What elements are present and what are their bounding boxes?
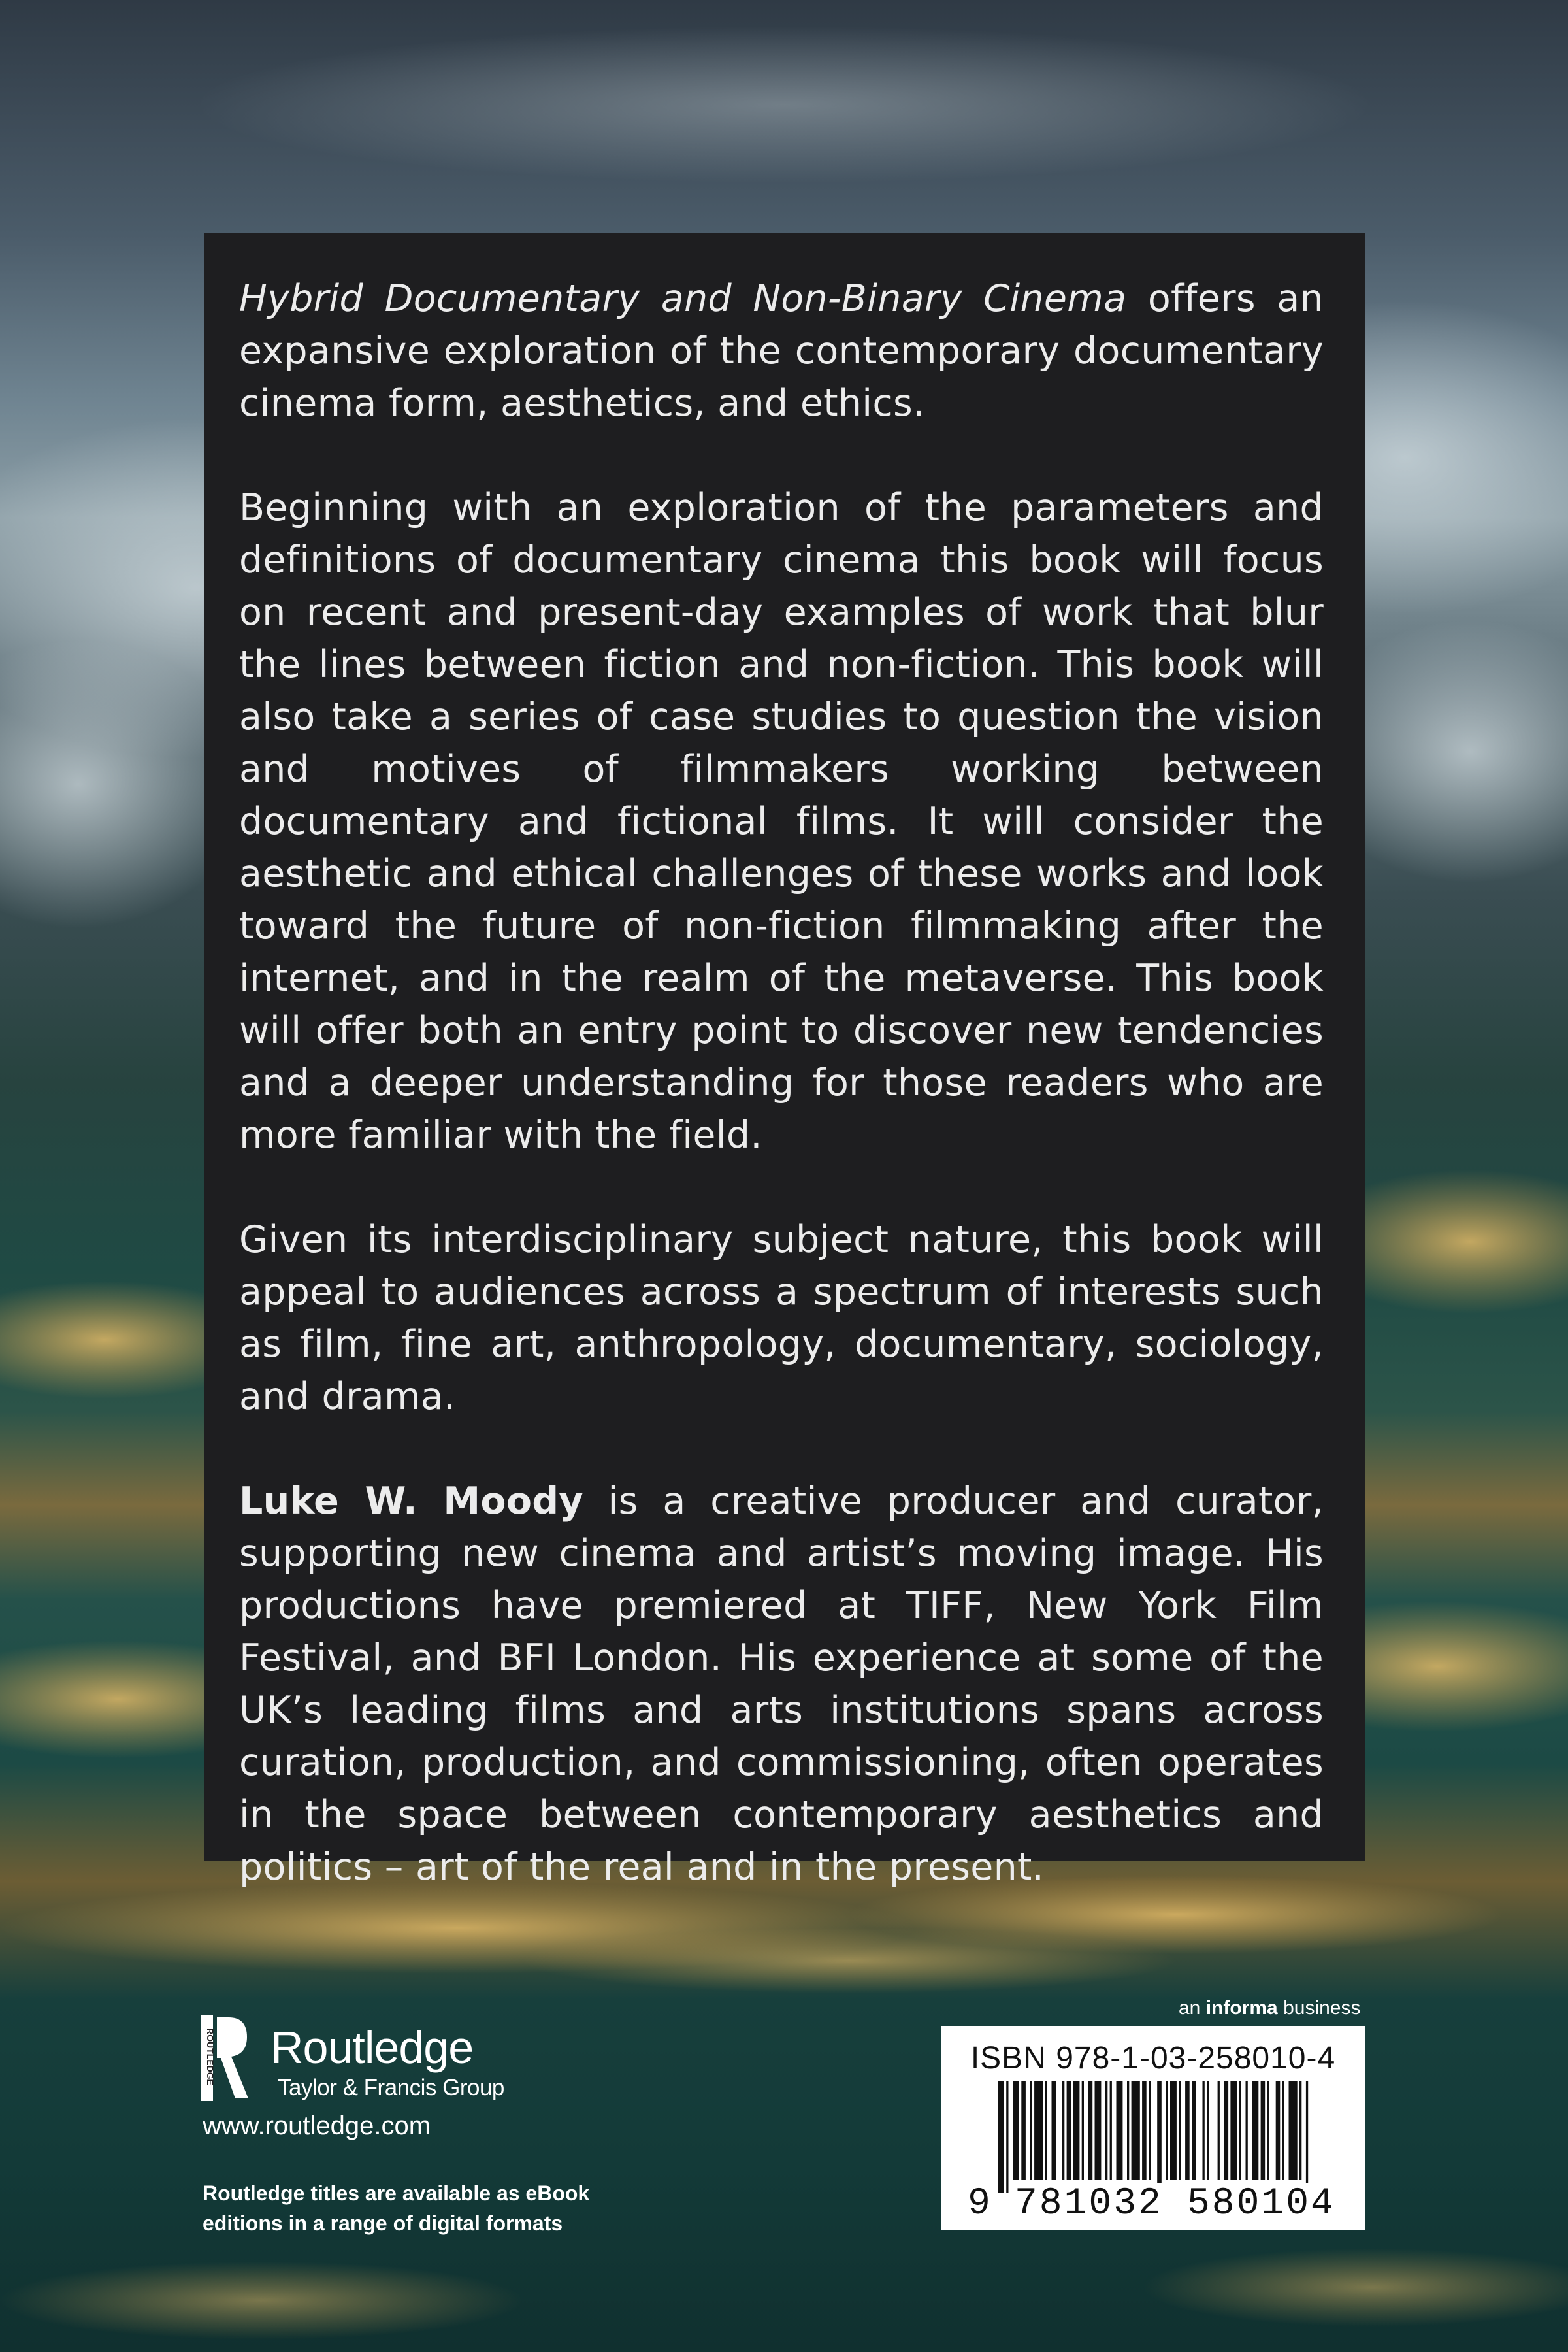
barcode-bars	[998, 2081, 1337, 2193]
barcode-bar	[1127, 2081, 1129, 2180]
barcode-left-digits: 781032	[1015, 2183, 1163, 2225]
informa-suffix: business	[1277, 1997, 1361, 2019]
barcode-bar	[1013, 2081, 1019, 2180]
informa-prefix: an	[1179, 1997, 1206, 2019]
book-title-italic: Hybrid Documentary and Non-Binary Cinema	[239, 277, 1127, 320]
routledge-logo	[201, 2015, 606, 2106]
publisher-url[interactable]: www.routledge.com	[203, 2112, 431, 2140]
barcode-bar	[1192, 2081, 1196, 2180]
barcode-bar	[1230, 2081, 1237, 2180]
routledge-r-icon	[201, 2015, 248, 2101]
author-bio-text: is a creative producer and curator, supporting new cinema and artist’s moving image. His productions have premiered at TIFF, New York Film Festival, and BFI London. His experience at some of the UK’s leading films and arts institutions spans across curation, production, and commissioning, often operates in the space between contemporary aesthetics and politics – art of the real and in the present.	[239, 1480, 1324, 1889]
barcode-bar	[1246, 2081, 1248, 2180]
barcode-bar	[1306, 2081, 1308, 2193]
barcode-bar	[1073, 2081, 1080, 2180]
informa-brand: informa	[1205, 1997, 1278, 2019]
author-bio-paragraph	[239, 1475, 1324, 1893]
barcode-bar	[1207, 2081, 1209, 2180]
barcode-bar	[1276, 2081, 1281, 2180]
barcode-bar	[1179, 2081, 1181, 2180]
barcode-bar	[1185, 2081, 1190, 2180]
barcode-bar	[1157, 2081, 1162, 2193]
barcode-bar	[1282, 2081, 1284, 2180]
barcode-bar	[1045, 2081, 1047, 2180]
barcode-bar	[1289, 2081, 1298, 2180]
blurb-panel	[204, 233, 1365, 1889]
ebook-notice	[203, 2178, 660, 2238]
barcode-bar	[1110, 2081, 1112, 2180]
isbn-label: ISBN 978-1-03-258010-4	[970, 2041, 1336, 2076]
barcode-bar	[1095, 2081, 1102, 2180]
intro-paragraph	[239, 273, 1324, 429]
barcode-right-digits: 580104	[1187, 2183, 1335, 2225]
barcode-bar	[1082, 2081, 1084, 2180]
barcode-bar	[1224, 2081, 1229, 2180]
barcode-bar	[1132, 2081, 1140, 2180]
audience-paragraph: Given its interdisciplinary subject nature, this book will appeal to audiences across a spectrum of interests such as film, fine art, anthropology, documentary, sociology, and drama.	[239, 1218, 1324, 1418]
barcode-bar	[1170, 2081, 1177, 2180]
barcode-bar	[1062, 2081, 1064, 2180]
barcode-bar	[1117, 2081, 1123, 2180]
barcode-bar	[1006, 2081, 1008, 2193]
summary-paragraph: Beginning with an exploration of the parameters and definitions of documentary cinema this book will focus on recent and present-day examples of work that blur the lines between fiction and non-fiction. This book will also take a series of case studies to question the vision and motives of filmmakers working between documentary and fictional films. It will consider the aesthetic and ethical challenges of these works and look toward the future of non-fiction filmmaking after the internet, and in the realm of the metaverse. This book will offer both an entry point to discover new tendencies and a deeper understanding for those readers who are more familiar with the field.	[239, 486, 1324, 1157]
barcode-lead-digit: 9	[968, 2183, 990, 2225]
barcode-bar	[1239, 2081, 1241, 2180]
barcode-bar	[1299, 2081, 1301, 2180]
barcode-bar	[1218, 2081, 1220, 2180]
routledge-mark-text: ROUTLEDGE	[205, 2028, 216, 2085]
barcode-bar	[1052, 2081, 1056, 2180]
ebook-line-1: Routledge titles are available as eBook	[203, 2181, 590, 2205]
publisher-group: Taylor & Francis Group	[278, 2075, 504, 2100]
publisher-name: Routledge	[270, 2022, 474, 2073]
barcode-bar	[1030, 2081, 1032, 2180]
barcode-bar	[1267, 2081, 1269, 2180]
barcode-bar	[1021, 2081, 1026, 2180]
barcode-bar	[998, 2081, 1004, 2193]
barcode-digits	[941, 2183, 1365, 2228]
barcode-bar	[1105, 2081, 1107, 2180]
informa-tagline	[1179, 1997, 1360, 2019]
barcode-bar	[1203, 2081, 1205, 2180]
barcode-bar	[1166, 2081, 1168, 2180]
intro-text: offers an expansive exploration of the contemporary documentary cinema form, aesthetics, and ethics.	[239, 277, 1324, 425]
barcode-bar	[1142, 2081, 1147, 2180]
ebook-line-2: editions in a range of digital formats	[203, 2211, 563, 2235]
barcode-bar	[1067, 2081, 1071, 2180]
barcode-bar	[1252, 2081, 1258, 2180]
barcode-bar	[1149, 2081, 1151, 2180]
isbn-barcode	[941, 2026, 1365, 2230]
barcode-bar	[1034, 2081, 1043, 2180]
author-name: Luke W. Moody	[239, 1480, 583, 1523]
barcode-bar	[1088, 2081, 1093, 2180]
barcode-bar	[1261, 2081, 1266, 2180]
